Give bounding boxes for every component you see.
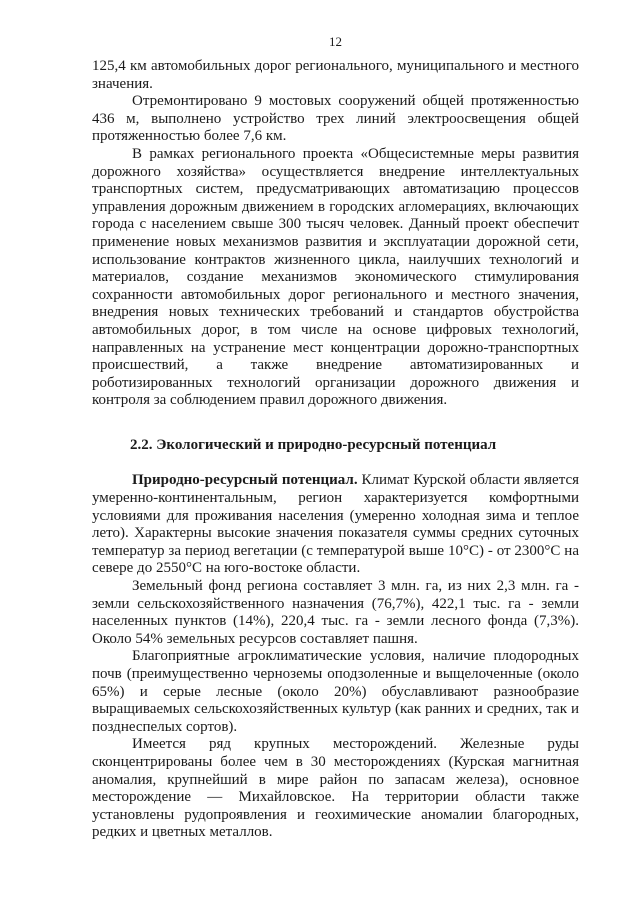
paragraph-bridges: Отремонтировано 9 мостовых сооружений общей протяженностью 436 м, выполнено устройство трех линий электроосвещения общей протяженностью более 7,6 км. bbox=[92, 93, 579, 145]
lead-term: Природно-ресурсный потенциал. bbox=[132, 472, 358, 489]
paragraph-regional-project: В рамках регионального проекта «Общесистемные меры развития дорожного хозяйства» осуществляется внедрение интеллектуальных транспортных систем, предусматривающих автоматизацию процессов управления дорожным движением в городских агломерациях, включающих города с населением свыше 300 тысяч человек. Данный проект обеспечит применение новых механизмов развития и эксплуатации дорожной сети, использование контрактов жизненного цикла, наилучших технологий и материалов, создание механизмов экономического стимулирования сохранности автомобильных дорог регионального и местного значения, внедрения новых технических требований и стандартов обустройства автомобильных дорог, в том числе на основе цифровых технологий, направленных на устранение мест концентрации дорожно-транспортных происшествий, а также внедрение автоматизированных и роботизированных технологий организации дорожного движения и контроля за соблюдением правил дорожного движения. bbox=[92, 145, 579, 409]
paragraph-climate bbox=[92, 472, 579, 578]
paragraph-climate-text: Климат Курской области является умеренно-континентальным, регион характеризуется комфортными условиями для проживания населения (умеренно холодная зима и теплое лето). Характерны высокие значения показателя суммы средних суточных температур за период вегетации (с температурой выше 10°С) - от 2300°С на севере до 2550°С на юго-востоке области. bbox=[92, 472, 580, 577]
paragraph-agroclimate: Благоприятные агроклиматические условия, наличие плодородных почв (преимущественно черноземы оподзоленные и выщелоченные (около 65%) и серые лесные (около 20%) обуславливают разнообразие выращиваемых сельскохозяйственных культур (как ранних и средних, так и позднеспелых сортов). bbox=[92, 648, 579, 735]
section-heading: 2.2. Экологический и природно-ресурсный потенциал bbox=[130, 436, 497, 453]
document-body bbox=[92, 58, 579, 842]
paragraph-roads-continuation: 125,4 км автомобильных дорог регионального, муниципального и местного значения. bbox=[92, 58, 579, 92]
paragraph-deposits: Имеется ряд крупных месторождений. Железные руды сконцентрированы более чем в 30 месторождениях (Курская магнитная аномалия, крупнейший в мире район по запасам железа), основное месторождение — Михайловское. На территории области также установлены рудопроявления и геохимические аномалии благородных, редких и цветных металлов. bbox=[92, 736, 579, 841]
page-number: 12 bbox=[329, 34, 342, 49]
paragraph-land-fund: Земельный фонд региона составляет 3 млн. га, из них 2,3 млн. га - земли сельскохозяйственного назначения (76,7%), 422,1 тыс. га - земли населенных пунктов (14%), 220,4 тыс. га - земли лесного фонда (7,3%). Около 54% земельных ресурсов составляет пашня. bbox=[92, 578, 579, 647]
